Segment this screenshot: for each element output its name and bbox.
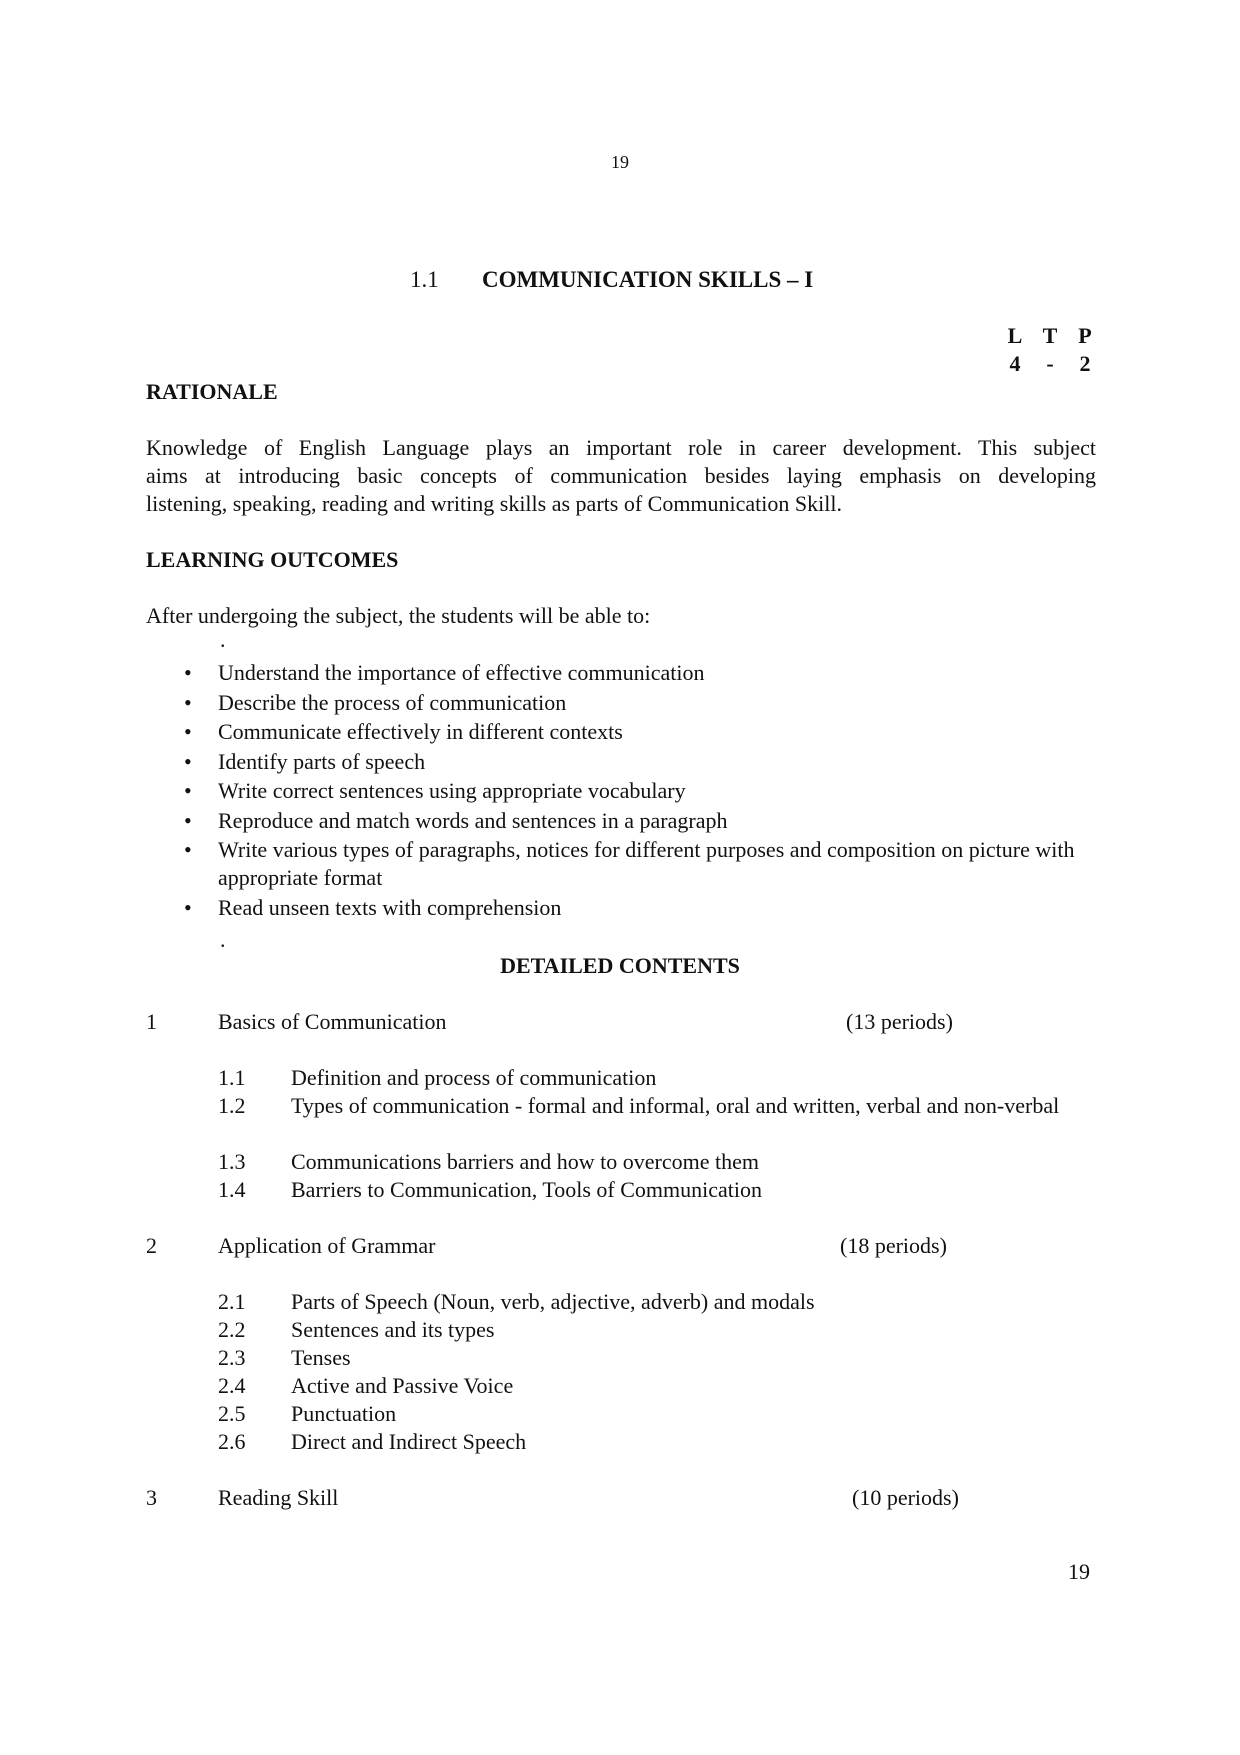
topic-text: Parts of Speech (Noun, verb, adjective, adverb) and modals	[291, 1289, 815, 1314]
topic-number: 2.1	[218, 1289, 246, 1314]
topic-number: 1.3	[218, 1149, 246, 1174]
ltp-label-p: P	[1078, 323, 1092, 348]
topic-number: 2.2	[218, 1317, 246, 1342]
list-item: • Describe the process of communication	[182, 689, 1082, 717]
list-item: • Understand the importance of effective communication	[182, 659, 1082, 687]
section-periods: (13 periods)	[846, 1009, 953, 1034]
ltp-label-l: L	[1007, 323, 1023, 348]
learning-outcomes-heading: LEARNING OUTCOMES	[146, 547, 399, 572]
page-number-bottom: 19	[1068, 1559, 1090, 1584]
section-number: 1	[146, 1009, 157, 1034]
topic-number: 2.3	[218, 1345, 246, 1370]
topic-text: Direct and Indirect Speech	[291, 1429, 527, 1454]
list-item: • Read unseen texts with comprehension	[182, 894, 1082, 922]
page-number-top: 19	[611, 152, 629, 172]
ltp-label-t: T	[1042, 323, 1058, 348]
topic-number: 2.4	[218, 1373, 246, 1398]
ltp-values	[1000, 350, 1100, 378]
section-periods: (18 periods)	[840, 1233, 947, 1258]
rationale-heading: RATIONALE	[146, 379, 278, 404]
topic-number: 2.5	[218, 1401, 246, 1426]
topic-text: Sentences and its types	[291, 1317, 495, 1342]
list-item: • Identify parts of speech	[182, 748, 1082, 776]
stray-dot-bottom: .	[220, 927, 226, 952]
title-text: COMMUNICATION SKILLS – I	[482, 267, 814, 292]
ltp-value-t: -	[1046, 351, 1054, 376]
section-periods: (10 periods)	[852, 1485, 959, 1510]
stray-dot-top: .	[220, 627, 226, 652]
rationale-line: aims at introducing basic concepts of communication besides laying emphasis on developing	[146, 463, 1096, 488]
ltp-labels	[1000, 322, 1100, 350]
section-number: 3	[146, 1485, 157, 1510]
detailed-contents-heading: DETAILED CONTENTS	[500, 953, 740, 978]
list-item: • Write various types of paragraphs, notices for different purposes and composition on picture with appropriate format	[182, 836, 1082, 892]
ltp-value-l: 4	[1009, 351, 1021, 376]
topic-number: 1.4	[218, 1177, 246, 1202]
topic-text: Tenses	[291, 1345, 351, 1370]
ltp-table	[1000, 322, 1100, 378]
topic-text: Barriers to Communication, Tools of Communication	[291, 1177, 763, 1202]
page-title	[410, 266, 813, 294]
topic-number: 1.2	[218, 1093, 246, 1118]
section-title: Application of Grammar	[218, 1233, 436, 1258]
topic-text: Active and Passive Voice	[291, 1373, 514, 1398]
topic-text: Definition and process of communication	[291, 1065, 657, 1090]
rationale-paragraph	[146, 434, 1096, 518]
topic-number: 2.6	[218, 1429, 246, 1454]
rationale-line: listening, speaking, reading and writing skills as parts of Communication Skill.	[146, 491, 842, 516]
learning-outcomes-intro: After undergoing the subject, the students will be able to:	[146, 603, 651, 628]
topic-number: 1.1	[218, 1065, 246, 1090]
list-item: • Reproduce and match words and sentences in a paragraph	[182, 807, 1082, 835]
rationale-line: Knowledge of English Language plays an important role in career development. This subject	[146, 435, 1096, 460]
topic-text: Types of communication - formal and informal, oral and written, verbal and non-verbal	[291, 1093, 1060, 1118]
list-item: • Write correct sentences using appropriate vocabulary	[182, 777, 1082, 805]
topic-text: Punctuation	[291, 1401, 397, 1426]
section-title: Basics of Communication	[218, 1009, 447, 1034]
section-title: Reading Skill	[218, 1485, 339, 1510]
title-number: 1.1	[410, 267, 439, 292]
ltp-value-p: 2	[1079, 351, 1091, 376]
section-number: 2	[146, 1233, 157, 1258]
learning-outcomes-list	[182, 659, 1082, 923]
list-item: • Communicate effectively in different contexts	[182, 718, 1082, 746]
topic-text: Communications barriers and how to overcome them	[291, 1149, 759, 1174]
